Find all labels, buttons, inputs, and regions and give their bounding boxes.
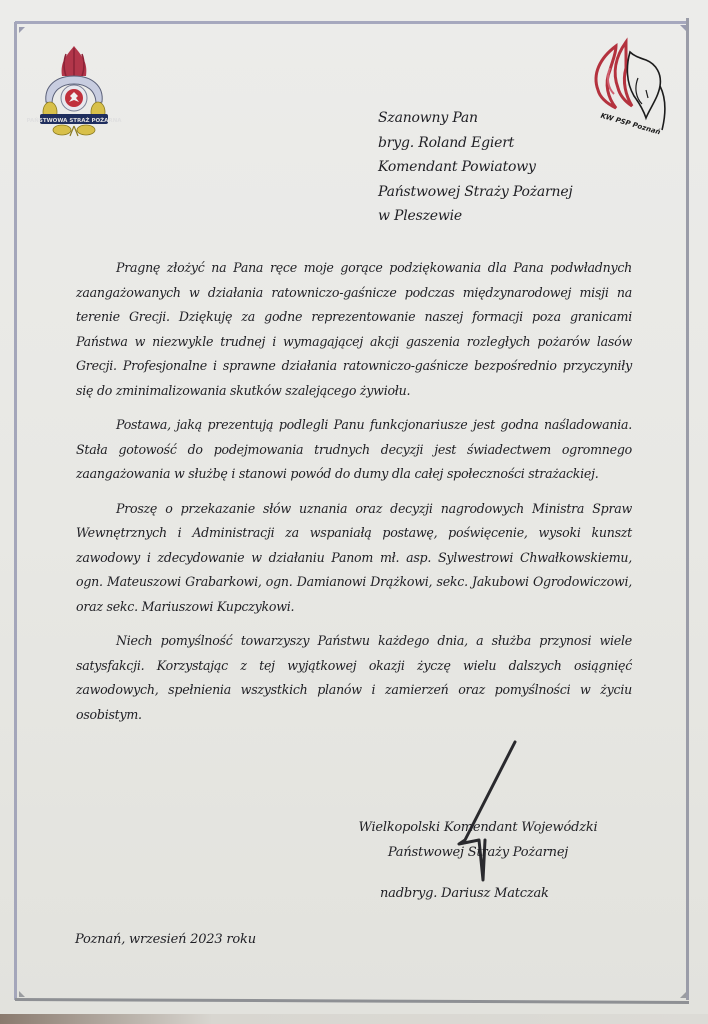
signatory-title-line2: Państwowej Straży Pożarnej xyxy=(387,844,569,860)
body-paragraph: Niech pomyślność towarzyszy Państwu każdego dnia, a służba przynosi wiele satysfakcji. Korzystając z tej wyjątkowej okazji życzę wielu dalszych osiągnięć zawodowych, spełnienia wszystkich planów i zamierzeń oraz pomyślności w życiu osobistym. xyxy=(76,633,632,722)
corner-ornament xyxy=(19,991,25,997)
place-date: Poznań, wrzesień 2023 roku xyxy=(75,932,256,947)
signatory-title xyxy=(348,816,608,865)
letter-body xyxy=(76,256,632,737)
kw-psp-poznan-logo xyxy=(586,38,672,138)
border-bottom xyxy=(15,998,689,1004)
recipient-line: w Pleszewie xyxy=(378,208,463,224)
logo-text: KW PSP Poznań xyxy=(599,111,662,137)
recipient-line: Państwowej Straży Pożarnej xyxy=(378,183,573,200)
border-top xyxy=(15,21,689,24)
corner-ornament xyxy=(19,27,25,33)
signatory-title-line1: Wielkopolski Komendant Wojewódzki xyxy=(358,820,598,835)
psp-emblem-logo xyxy=(26,42,122,140)
border-left xyxy=(14,22,17,1000)
table-edge xyxy=(0,1014,708,1024)
corner-ornament xyxy=(680,992,686,998)
corner-ornament xyxy=(680,25,686,31)
body-paragraph: Pragnę złożyć na Pana ręce moje gorące podziękowania dla Pana podwładnych zaangażowanych w działania ratowniczo-gaśnicze podczas międzynarodowej misji na terenie Grecji. Dziękuję za godne reprezentowanie naszej formacji poza granicami Państwa w niezwykle trudnej i wymagającej akcji gaszenia rozległych pożarów lasów Grecji. Profesjonalne i sprawne działania ratowniczo-gaśnicze bezpośrednio przyczyniły się do zminimalizowania skutków szalejącego żywiołu. xyxy=(76,260,632,398)
emblem-text: PAŃSTWOWA STRAŻ POŻARNA xyxy=(26,118,122,124)
border-right xyxy=(686,18,689,1000)
recipient-line: bryg. Roland Egiert xyxy=(378,134,515,151)
recipient-line: Szanowny Pan xyxy=(378,110,478,126)
recipient-address xyxy=(378,106,573,229)
body-paragraph: Proszę o przekazanie słów uznania oraz decyzji nagrodowych Ministra Spraw Wewnętrznych i Administracji za wspaniałą postawę, poświęcenie, wysoki kunszt zawodowy i zdecydowanie w działaniu Panom mł. asp. Sylwestrowi Chwałkowskiemu, ogn. Mateuszowi Grabarkowi, ogn. Damianowi Drążkowi, sekc. Jakubowi Ogrodowiczowi, oraz sekc. Mariuszowi Kupczykowi. xyxy=(76,500,632,614)
handwritten-signature xyxy=(445,740,525,890)
signatory-name: nadbryg. Dariusz Matczak xyxy=(380,886,549,901)
recipient-line: Komendant Powiatowy xyxy=(378,159,536,175)
body-paragraph: Postawa, jaką prezentują podlegli Panu funkcjonariusze jest godna naśladowania. Stała gotowość do podejmowania trudnych decyzji jest świadectwem ogromnego zaangażowania w służbę i stanowi powód do dumy dla całej społeczności strażackiej. xyxy=(76,417,632,481)
